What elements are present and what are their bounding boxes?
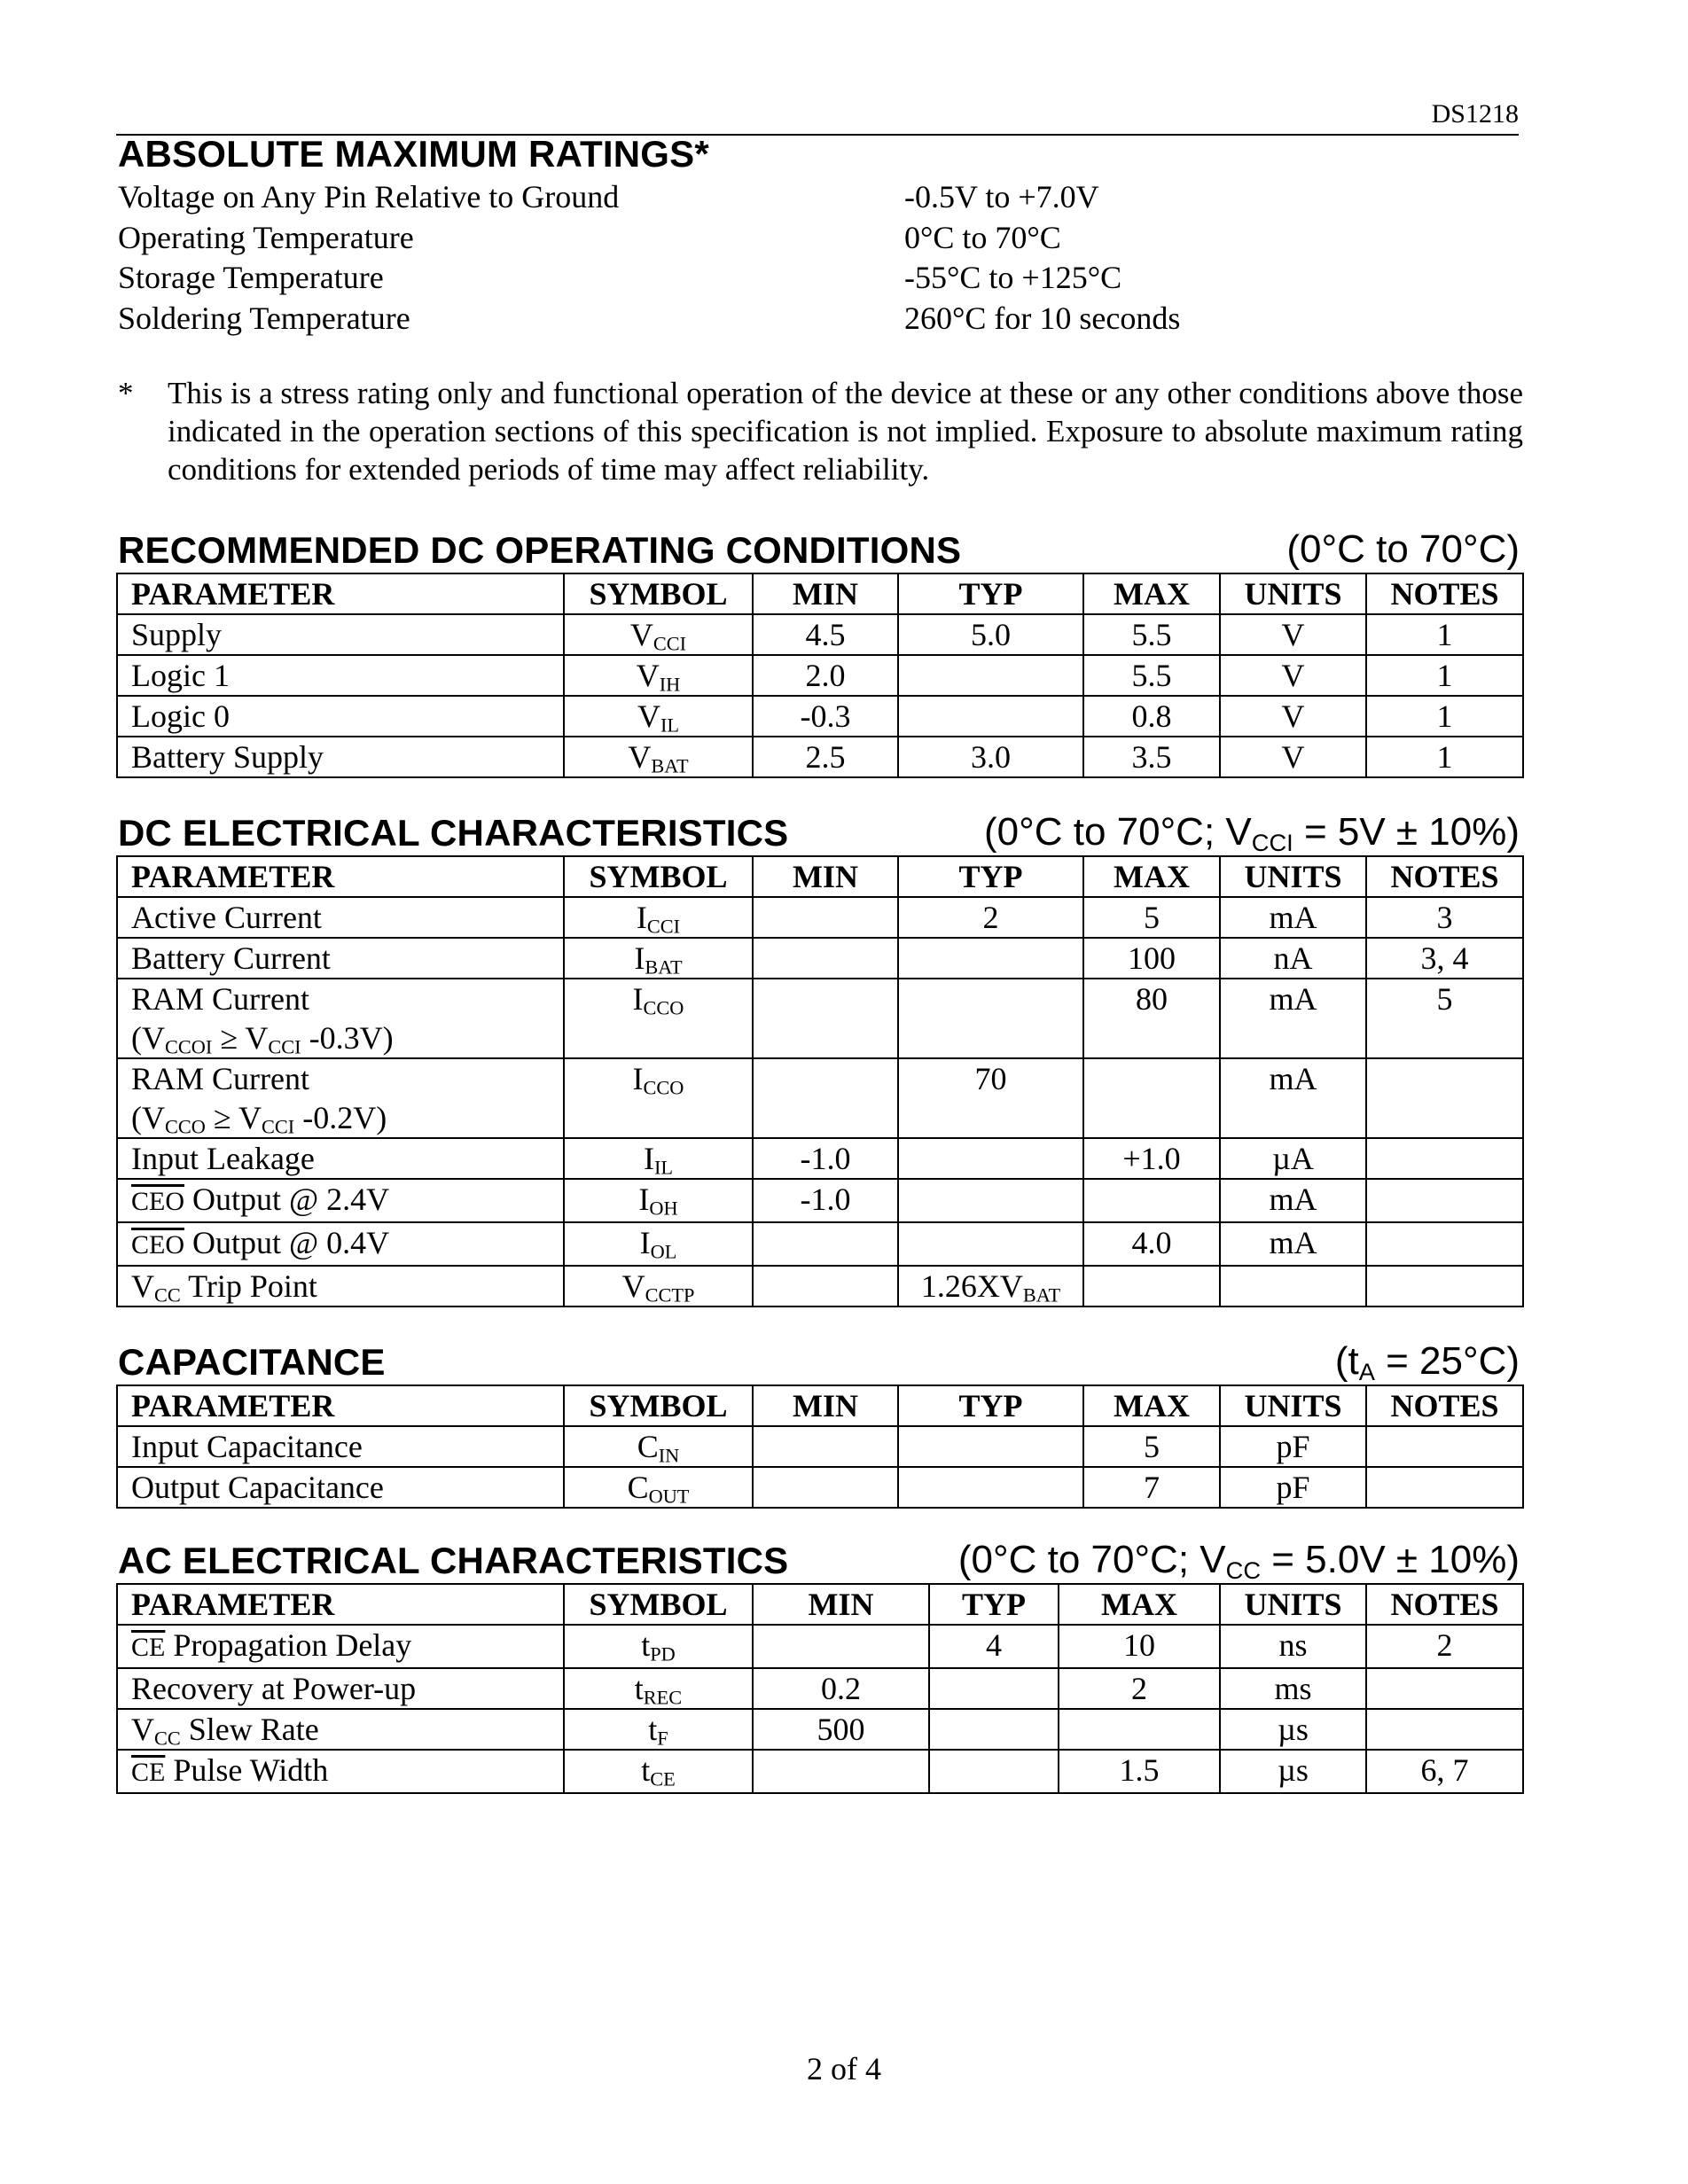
cell-typ — [898, 696, 1083, 737]
cell-parameter: Active Current — [117, 897, 564, 938]
cell-typ — [898, 1266, 1083, 1306]
symbol-sub: IL — [660, 714, 680, 737]
cell-max: 3.5 — [1083, 737, 1220, 777]
cell-parameter: Recovery at Power-up — [117, 1668, 564, 1709]
col-max: MAX — [1083, 856, 1220, 897]
cell-units: V — [1220, 737, 1366, 777]
cell-min — [753, 1625, 929, 1668]
cell-typ — [929, 1750, 1059, 1793]
cell-min: -0.3 — [753, 696, 898, 737]
symbol-base: V — [637, 698, 660, 734]
footnote-text: This is a stress rating only and functional operation of the device at these or any other conditions above those indicated in the operation sections of this specification is not implied. Exposure to absolute maximum rating conditions for extended periods of time may affect reliability. — [168, 376, 1523, 487]
cell-notes — [1366, 1467, 1523, 1508]
cell-parameter — [117, 1750, 564, 1793]
symbol-base: I — [632, 1061, 644, 1096]
abs-max-value: 260°C for 10 seconds — [904, 300, 1181, 336]
cell-max — [1083, 1058, 1220, 1138]
cell-min — [753, 938, 898, 979]
symbol-base: V — [628, 739, 652, 775]
symbol-base: I — [643, 1141, 654, 1176]
cell-parameter: Input Leakage — [117, 1138, 564, 1179]
cell-min: 2.0 — [753, 655, 898, 696]
abs-max-param: Soldering Temperature — [118, 300, 410, 336]
symbol-sub: BAT — [645, 956, 683, 979]
col-typ: TYP — [929, 1584, 1059, 1625]
symbol-base: I — [634, 940, 645, 976]
cell-units: mA — [1220, 979, 1366, 1058]
symbol-base: I — [639, 1225, 651, 1260]
cell-units: V — [1220, 696, 1366, 737]
signal-name-bar: $\overline{CEO}$ — [131, 1187, 184, 1216]
cell-symbol — [564, 1625, 753, 1668]
cell-notes: 1 — [1366, 614, 1523, 655]
cell-typ — [898, 1179, 1083, 1222]
abs-max-row — [118, 299, 1523, 339]
col-max: MAX — [1083, 1385, 1220, 1426]
col-symbol: SYMBOL — [564, 856, 753, 897]
signal-name-bar: $\overline{CE}$ — [131, 1758, 166, 1787]
symbol-sub: OUT — [648, 1485, 690, 1508]
cell-symbol — [564, 1709, 753, 1750]
table-row — [117, 979, 1523, 1058]
cell-typ — [898, 655, 1083, 696]
table-row — [117, 1750, 1523, 1793]
table-row — [117, 1625, 1523, 1668]
col-parameter: PARAMETER — [117, 1385, 564, 1426]
cell-typ — [929, 1709, 1059, 1750]
cell-typ: 5.0 — [898, 614, 1083, 655]
cell-min — [753, 1222, 898, 1266]
cell-notes — [1366, 1668, 1523, 1709]
footnote-mark: * — [118, 376, 134, 410]
stress-footnote — [118, 374, 1523, 488]
cell-notes — [1366, 1709, 1523, 1750]
param-sub: CC — [154, 1283, 181, 1306]
cell-max: 4.0 — [1083, 1222, 1220, 1266]
table-row — [117, 1668, 1523, 1709]
symbol-sub: CCO — [643, 996, 684, 1019]
cell-min: 4.5 — [753, 614, 898, 655]
cell-parameter: Output Capacitance — [117, 1467, 564, 1508]
table-row — [117, 1426, 1523, 1467]
cell-min — [753, 1266, 898, 1306]
cell-units: nA — [1220, 938, 1366, 979]
cell-notes — [1366, 1179, 1523, 1222]
condition-text: -0.2V) — [294, 1100, 387, 1135]
symbol-base: t — [641, 1752, 651, 1788]
cell-notes — [1366, 1426, 1523, 1467]
symbol-base: V — [621, 1268, 645, 1304]
cell-max: 2 — [1059, 1668, 1220, 1709]
symbol-sub: CCTP — [645, 1283, 695, 1306]
abs-max-row — [118, 218, 1523, 259]
cell-units: ns — [1220, 1625, 1366, 1668]
cell-symbol — [564, 1058, 753, 1138]
table-row — [117, 897, 1523, 938]
param-text: Propagation Delay — [165, 1627, 412, 1663]
typ-sub: BAT — [1022, 1283, 1061, 1306]
rec-dc-table — [116, 573, 1524, 778]
param-base: V — [131, 1712, 154, 1747]
cell-units: µs — [1220, 1750, 1366, 1793]
cell-symbol — [564, 897, 753, 938]
table-row — [117, 1467, 1523, 1508]
condition-text: (0°C to 70°C; V — [984, 810, 1252, 854]
col-min: MIN — [753, 856, 898, 897]
cell-units — [1220, 1266, 1366, 1306]
symbol-base: I — [632, 981, 644, 1017]
param-text: Output @ 2.4V — [184, 1182, 390, 1217]
col-min: MIN — [753, 573, 898, 614]
cell-max: 1.5 — [1059, 1750, 1220, 1793]
cell-units: pF — [1220, 1467, 1366, 1508]
abs-max-value: 0°C to 70°C — [904, 219, 1061, 255]
cell-min — [753, 897, 898, 938]
col-units: UNITS — [1220, 1584, 1366, 1625]
condition-sub: CCO — [165, 1115, 206, 1138]
param-text: Trip Point — [180, 1268, 317, 1304]
condition-text: ≥ V — [212, 1020, 269, 1056]
table-row — [117, 938, 1523, 979]
symbol-sub: F — [657, 1727, 668, 1750]
cell-symbol — [564, 938, 753, 979]
col-max: MAX — [1083, 573, 1220, 614]
cell-max: 7 — [1083, 1467, 1220, 1508]
symbol-base: C — [637, 1429, 659, 1464]
symbol-sub: OL — [650, 1240, 677, 1263]
table-row — [117, 1709, 1523, 1750]
cell-parameter: Logic 1 — [117, 655, 564, 696]
cell-units: mA — [1220, 1179, 1366, 1222]
cell-parameter: Logic 0 — [117, 696, 564, 737]
cell-notes — [1366, 1266, 1523, 1306]
condition-sub: CCI — [268, 1035, 301, 1058]
cell-units: pF — [1220, 1426, 1366, 1467]
cell-parameter — [117, 1058, 564, 1138]
symbol-sub: IL — [653, 1156, 674, 1179]
cell-parameter: Battery Supply — [117, 737, 564, 777]
cell-typ — [898, 1222, 1083, 1266]
abs-max-value: -0.5V to +7.0V — [904, 179, 1099, 214]
symbol-base: V — [629, 617, 653, 652]
dc-elec-condition — [984, 810, 1520, 854]
cell-units: V — [1220, 614, 1366, 655]
param-text: Pulse Width — [165, 1752, 329, 1788]
cell-symbol — [564, 696, 753, 737]
symbol-sub: OH — [649, 1197, 678, 1220]
cell-typ — [898, 979, 1083, 1058]
cell-notes — [1366, 1138, 1523, 1179]
cell-parameter — [117, 979, 564, 1058]
cell-symbol — [564, 1266, 753, 1306]
col-notes: NOTES — [1366, 573, 1523, 614]
cell-symbol — [564, 1750, 753, 1793]
col-typ: TYP — [898, 856, 1083, 897]
cell-max: 5 — [1083, 897, 1220, 938]
table-row — [117, 1179, 1523, 1222]
cell-max: 5 — [1083, 1426, 1220, 1467]
col-min: MIN — [753, 1385, 898, 1426]
symbol-sub: REC — [643, 1686, 683, 1709]
symbol-sub: IN — [658, 1444, 680, 1467]
cell-notes — [1366, 1222, 1523, 1266]
cell-min: 500 — [753, 1709, 929, 1750]
table-header-row — [117, 1385, 1523, 1426]
table-row — [117, 614, 1523, 655]
cell-min: 2.5 — [753, 737, 898, 777]
param-condition — [131, 1098, 563, 1137]
abs-max-list — [118, 177, 1523, 339]
col-notes: NOTES — [1366, 1385, 1523, 1426]
cell-parameter: Supply — [117, 614, 564, 655]
cell-symbol — [564, 1668, 753, 1709]
symbol-sub: PD — [650, 1642, 676, 1665]
cell-parameter — [117, 1625, 564, 1668]
cell-typ: 2 — [898, 897, 1083, 938]
dc-elec-table — [116, 855, 1524, 1307]
signal-name-bar: $\overline{CE}$ — [131, 1633, 166, 1662]
cell-max: 10 — [1059, 1625, 1220, 1668]
signal-name-bar: $\overline{CEO}$ — [131, 1230, 184, 1260]
cell-max: 5.5 — [1083, 655, 1220, 696]
cell-notes: 2 — [1366, 1625, 1523, 1668]
symbol-base: V — [636, 658, 660, 693]
dc-elec-title: DC ELECTRICAL CHARACTERISTICS — [118, 812, 789, 854]
abs-max-param: Voltage on Any Pin Relative to Ground — [118, 179, 620, 214]
param-text: Output @ 0.4V — [184, 1225, 390, 1260]
cell-units: mA — [1220, 1222, 1366, 1266]
cell-symbol — [564, 1138, 753, 1179]
cell-typ — [898, 1426, 1083, 1467]
cell-typ — [898, 1467, 1083, 1508]
capacitance-condition — [1335, 1339, 1520, 1384]
symbol-sub: BAT — [651, 754, 689, 777]
capacitance-table — [116, 1384, 1524, 1509]
table-row — [117, 1266, 1523, 1306]
col-units: UNITS — [1220, 573, 1366, 614]
table-row — [117, 696, 1523, 737]
cell-units: mA — [1220, 1058, 1366, 1138]
abs-max-value: -55°C to +125°C — [904, 260, 1122, 295]
rec-dc-title: RECOMMENDED DC OPERATING CONDITIONS — [118, 529, 962, 571]
col-symbol: SYMBOL — [564, 1584, 753, 1625]
cell-max: 80 — [1083, 979, 1220, 1058]
col-units: UNITS — [1220, 1385, 1366, 1426]
col-units: UNITS — [1220, 856, 1366, 897]
symbol-sub: CCI — [646, 915, 681, 938]
ac-elec-condition — [958, 1538, 1520, 1582]
cell-parameter — [117, 1179, 564, 1222]
cell-min: -1.0 — [753, 1179, 898, 1222]
symbol-base: I — [638, 1182, 650, 1217]
symbol-base: t — [648, 1712, 658, 1747]
col-symbol: SYMBOL — [564, 573, 753, 614]
col-max: MAX — [1059, 1584, 1220, 1625]
table-header-row — [117, 856, 1523, 897]
condition-text: (t — [1334, 1339, 1359, 1383]
typ-base: 1.26XV — [920, 1268, 1023, 1304]
col-parameter: PARAMETER — [117, 573, 564, 614]
symbol-sub: IH — [659, 673, 681, 696]
cell-units: V — [1220, 655, 1366, 696]
cell-parameter: Input Capacitance — [117, 1426, 564, 1467]
cell-symbol — [564, 1179, 753, 1222]
cell-min — [753, 1467, 898, 1508]
cell-parameter — [117, 1222, 564, 1266]
cell-parameter — [117, 1709, 564, 1750]
table-row — [117, 1058, 1523, 1138]
rec-dc-condition: (0°C to 70°C) — [1286, 527, 1520, 571]
param-sub: CC — [154, 1727, 181, 1750]
condition-text: (V — [131, 1020, 165, 1056]
cell-notes: 6, 7 — [1366, 1750, 1523, 1793]
cell-typ: 3.0 — [898, 737, 1083, 777]
cell-typ: 70 — [898, 1058, 1083, 1138]
condition-text: -0.3V) — [301, 1020, 394, 1056]
symbol-sub: CCI — [653, 632, 687, 655]
param-base: V — [131, 1268, 154, 1304]
col-min: MIN — [753, 1584, 929, 1625]
cell-units: µs — [1220, 1709, 1366, 1750]
cell-units: mA — [1220, 897, 1366, 938]
col-notes: NOTES — [1366, 856, 1523, 897]
condition-sub: CC — [1225, 1556, 1262, 1584]
table-row — [117, 655, 1523, 696]
condition-sub: CCOI — [165, 1035, 213, 1058]
ac-elec-table — [116, 1583, 1524, 1794]
condition-text: = 5V ± 10%) — [1293, 810, 1520, 854]
cell-typ — [898, 938, 1083, 979]
abs-max-row — [118, 258, 1523, 299]
col-symbol: SYMBOL — [564, 1385, 753, 1426]
cell-parameter — [117, 1266, 564, 1306]
cell-notes: 5 — [1366, 979, 1523, 1058]
cell-symbol — [564, 1426, 753, 1467]
cell-notes: 1 — [1366, 696, 1523, 737]
cell-min — [753, 1750, 929, 1793]
capacitance-title: CAPACITANCE — [118, 1341, 386, 1383]
cell-notes: 1 — [1366, 655, 1523, 696]
cell-notes: 3, 4 — [1366, 938, 1523, 979]
ac-elec-title: AC ELECTRICAL CHARACTERISTICS — [118, 1540, 789, 1581]
col-notes: NOTES — [1366, 1584, 1523, 1625]
condition-text: ≥ V — [205, 1100, 262, 1135]
condition-text: = 5.0V ± 10%) — [1261, 1538, 1520, 1581]
condition-text: = 25°C) — [1374, 1339, 1520, 1383]
symbol-base: I — [636, 900, 647, 935]
condition-sub: CCI — [1251, 828, 1293, 856]
col-typ: TYP — [898, 1385, 1083, 1426]
cell-units: ms — [1220, 1668, 1366, 1709]
table-row — [117, 737, 1523, 777]
condition-sub: A — [1358, 1357, 1375, 1385]
cell-max: +1.0 — [1083, 1138, 1220, 1179]
symbol-base: t — [641, 1627, 651, 1663]
cell-min — [753, 979, 898, 1058]
symbol-base: C — [627, 1470, 649, 1505]
cell-symbol — [564, 655, 753, 696]
param-text: Slew Rate — [180, 1712, 319, 1747]
cell-parameter: Battery Current — [117, 938, 564, 979]
abs-max-title: ABSOLUTE MAXIMUM RATINGS* — [118, 133, 709, 175]
cell-max — [1059, 1709, 1220, 1750]
table-header-row — [117, 573, 1523, 614]
cell-max: 0.8 — [1083, 696, 1220, 737]
cell-units: µA — [1220, 1138, 1366, 1179]
cell-max — [1083, 1266, 1220, 1306]
document-id: DS1218 — [1431, 99, 1519, 129]
cell-symbol — [564, 614, 753, 655]
table-row — [117, 1222, 1523, 1266]
symbol-base: t — [634, 1671, 644, 1706]
cell-typ — [898, 1138, 1083, 1179]
cell-symbol — [564, 1222, 753, 1266]
col-parameter: PARAMETER — [117, 856, 564, 897]
col-parameter: PARAMETER — [117, 1584, 564, 1625]
col-typ: TYP — [898, 573, 1083, 614]
abs-max-param: Operating Temperature — [118, 219, 414, 255]
param-line: RAM Current — [131, 981, 309, 1017]
cell-max — [1083, 1179, 1220, 1222]
condition-sub: CCI — [262, 1115, 295, 1138]
cell-symbol — [564, 979, 753, 1058]
cell-max: 5.5 — [1083, 614, 1220, 655]
symbol-sub: CE — [650, 1767, 676, 1790]
page-number: 2 of 4 — [807, 2051, 881, 2086]
cell-min — [753, 1058, 898, 1138]
abs-max-row — [118, 177, 1523, 218]
symbol-sub: CCO — [643, 1076, 684, 1099]
cell-symbol — [564, 1467, 753, 1508]
cell-min: 0.2 — [753, 1668, 929, 1709]
param-line: RAM Current — [131, 1061, 309, 1096]
condition-text: (V — [131, 1100, 165, 1135]
param-condition — [131, 1018, 563, 1057]
abs-max-param: Storage Temperature — [118, 260, 384, 295]
cell-min — [753, 1426, 898, 1467]
cell-max: 100 — [1083, 938, 1220, 979]
cell-notes: 3 — [1366, 897, 1523, 938]
cell-min: -1.0 — [753, 1138, 898, 1179]
cell-typ: 4 — [929, 1625, 1059, 1668]
cell-notes — [1366, 1058, 1523, 1138]
table-row — [117, 1138, 1523, 1179]
cell-symbol — [564, 737, 753, 777]
condition-text: (0°C to 70°C; V — [957, 1538, 1226, 1581]
cell-typ — [929, 1668, 1059, 1709]
cell-notes: 1 — [1366, 737, 1523, 777]
table-header-row — [117, 1584, 1523, 1625]
